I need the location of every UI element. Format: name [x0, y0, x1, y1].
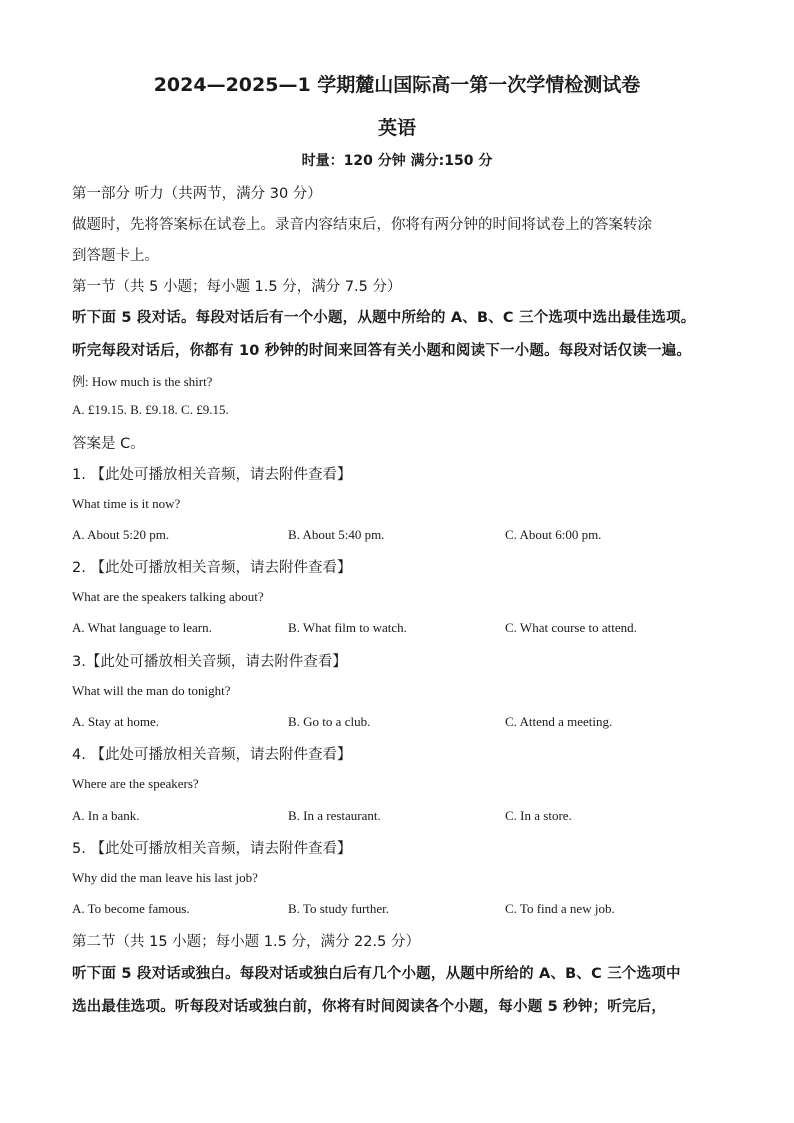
time-score-line: 时量：120 分钟 满分:150 分 [301, 153, 493, 169]
question-3-option-c: C. Attend a meeting. [505, 714, 613, 729]
question-4-option-b: B. In a restaurant. [288, 808, 381, 823]
question-3-option-b: B. Go to a club. [288, 714, 371, 729]
question-1-option-c: C. About 6:00 pm. [505, 527, 602, 542]
question-3-label: 3.【此处可播放相关音频，请去附件查看】 [72, 654, 347, 670]
question-1-option-a: A. About 5:20 pm. [72, 527, 170, 542]
question-5-option-b: B. To study further. [288, 901, 390, 916]
section1-heading: 第一节（共 5 小题；每小题 1.5 分，满分 7.5 分） [72, 279, 402, 295]
question-1-option-b: B. About 5:40 pm. [288, 527, 385, 542]
example-answer: 答案是 C。 [72, 436, 145, 452]
question-4-option-a: A. In a bank. [72, 808, 140, 823]
example-question: 例: How much is the shirt? [72, 374, 213, 389]
question-5-option-c: C. To find a new job. [505, 901, 615, 916]
question-5-option-a: A. To become famous. [72, 901, 190, 916]
question-2-text: What are the speakers talking about? [72, 589, 264, 604]
question-5-label: 5. 【此处可播放相关音频，请去附件查看】 [72, 841, 352, 857]
question-1-label: 1. 【此处可播放相关音频，请去附件查看】 [72, 467, 352, 483]
question-2-option-a: A. What language to learn. [72, 620, 212, 635]
section1-instruction-line2: 听完每段对话后，你都有 10 秒钟的时间来回答有关小题和阅读下一小题。每段对话仅读一遍。 [72, 343, 692, 359]
question-3-text: What will the man do tonight? [72, 683, 231, 698]
question-1-text: What time is it now? [72, 496, 181, 511]
section1-instruction-line1: 听下面 5 段对话。每段对话后有一个小题，从题中所给的 A、B、C 三个选项中选出最佳选项。 [72, 310, 696, 326]
section2-instruction-line2: 选出最佳选项。听每段对话或独白前，你将有时间阅读各个小题，每小题 5 秒钟；听完后， [72, 999, 667, 1015]
section2-heading: 第二节（共 15 小题；每小题 1.5 分，满分 22.5 分） [72, 934, 420, 950]
question-3-option-a: A. Stay at home. [72, 714, 160, 729]
question-2-option-b: B. What film to watch. [288, 620, 407, 635]
part1-instruction-line2: 到答题卡上。 [72, 248, 159, 264]
part1-instruction-line1: 做题时，先将答案标在试卷上。录音内容结束后，你将有两分钟的时间将试卷上的答案转涂 [72, 217, 652, 233]
example-options: A. £19.15. B. £9.18. C. £9.15. [72, 402, 229, 417]
question-4-option-c: C. In a store. [505, 808, 572, 823]
question-2-option-c: C. What course to attend. [505, 620, 637, 635]
question-2-label: 2. 【此处可播放相关音频，请去附件查看】 [72, 560, 352, 576]
section2-instruction-line1: 听下面 5 段对话或独白。每段对话或独白后有几个小题，从题中所给的 A、B、C 三个选项中 [72, 966, 681, 982]
question-4-label: 4. 【此处可播放相关音频，请去附件查看】 [72, 747, 352, 763]
part1-heading: 第一部分 听力（共两节，满分 30 分） [72, 186, 322, 202]
subject-title: 英语 [377, 117, 416, 139]
question-4-text: Where are the speakers? [72, 776, 199, 791]
exam-title: 2024—2025—1 学期麓山国际高一第一次学情检测试卷 [153, 74, 641, 96]
question-5-text: Why did the man leave his last job? [72, 870, 258, 885]
